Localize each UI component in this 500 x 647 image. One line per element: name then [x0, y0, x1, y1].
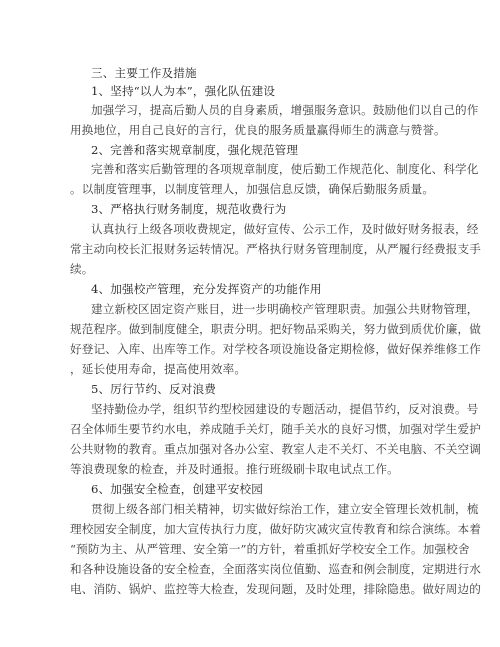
- item-4-paragraph-line: 规范程序。做到制度健全，职责分明。把好物品采购关，努力做到质优价廉，做: [70, 322, 482, 336]
- item-5-paragraph-line: 公共财物的教育。重点加强对各办公室、教室人走不关灯、不关电脑、不关空调: [70, 442, 482, 456]
- item-5-paragraph-line: 坚持勤俭办学，组织节约型校园建设的专题活动，提倡节约，反对浪费。号: [91, 402, 479, 416]
- item-6-paragraph-line: 贯彻上级各部门相关精神，切实做好综治工作，建立安全管理长效机制，梳: [91, 502, 479, 516]
- item-3-paragraph-line: 认真执行上级各项收费规定，做好宣传、公示工作，及时做好财务报表，经: [91, 222, 479, 236]
- item-1-paragraph-line: 加强学习，提高后勤人员的自身素质，增强服务意识。鼓励他们以自己的作: [91, 103, 479, 117]
- item-4-paragraph-line: 建立新校区固定资产账目，进一步明确校产管理职责。加强公共财物管理，: [91, 302, 479, 316]
- item-6-paragraph-line: 电、消防、锅炉、监控等大检查，发现问题，及时处理，排除隐患。做好周边的: [70, 582, 482, 596]
- item-2-heading: 2、完善和落实规章制度，强化规范管理: [91, 143, 299, 157]
- item-2-paragraph-line: 完善和落实后勤管理的各项规章制度，使后勤工作规范化、制度化、科学化: [91, 162, 479, 176]
- item-1-heading: 1、坚持“以人为本”，强化队伍建设: [91, 84, 276, 98]
- item-6-paragraph-line: “预防为主、从严管理、安全第一”的方针，着重抓好学校安全工作。加强校舍: [70, 542, 470, 556]
- item-3-paragraph-line: 续。: [70, 262, 94, 276]
- item-1-paragraph-line: 用换地位，用自己良好的言行，优良的服务质量赢得师生的满意与赞誉。: [70, 123, 446, 137]
- item-3-paragraph-line: 常主动向校长汇报财务运转情况。严格执行财务管理制度，从严履行经费报支手: [70, 242, 482, 256]
- section-title: 三、主要工作及措施: [91, 66, 197, 80]
- item-5-paragraph-line: 召全体师生要节约水电，养成随手关灯，随手关水的良好习惯，加强对学生爱护: [70, 422, 482, 436]
- item-4-paragraph-line: ，延长使用寿命，提高使用效率。: [70, 362, 247, 376]
- item-3-heading: 3、严格执行财务制度，规范收费行为: [91, 202, 287, 216]
- item-5-paragraph-line: 等浪费现象的检查，并及时通报。推行班级刷卡取电试点工作。: [70, 462, 399, 476]
- item-6-heading: 6、加强安全检查，创建平安校园: [91, 482, 263, 496]
- item-6-paragraph-line: 和各种设施设备的安全检查，全面落实岗位值勤、巡查和例会制度，定期进行水: [70, 562, 482, 576]
- item-6-paragraph-line: 理校园安全制度，加大宣传执行力度，做好防灾减灾宣传教育和综合演练。本着: [70, 522, 482, 536]
- item-4-paragraph-line: 好登记、入库、出库等工作。对学校各项设施设备定期检修，做好保养维修工作: [70, 342, 482, 356]
- item-4-heading: 4、加强校产管理，充分发挥资产的功能作用: [91, 282, 322, 296]
- item-5-heading: 5、厉行节约、反对浪费: [91, 382, 216, 396]
- item-2-paragraph-line: 。以制度管理事，以制度管理人，加强信息反馈，确保后勤服务质量。: [70, 182, 435, 196]
